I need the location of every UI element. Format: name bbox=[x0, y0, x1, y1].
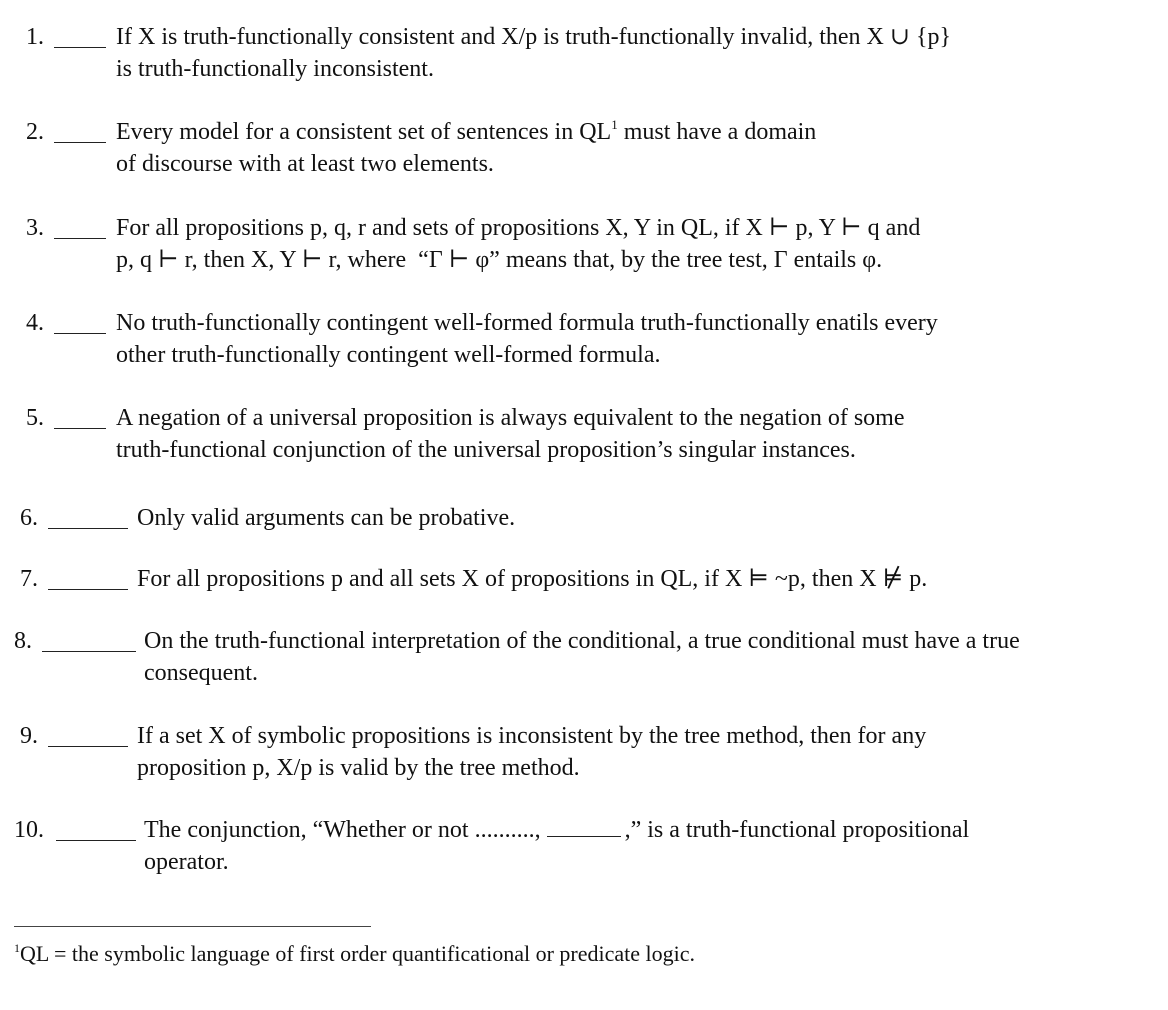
footnote-divider bbox=[14, 926, 371, 927]
item-text-line-1: The conjunction, “Whether or not .........., ,” is a truth-functional propositional bbox=[144, 814, 969, 846]
item-number: 2. bbox=[26, 119, 44, 145]
footnote-marker: 1 bbox=[14, 941, 20, 955]
item-text-line-2: consequent. bbox=[144, 660, 258, 686]
item-number: 9. bbox=[20, 723, 38, 749]
item-text-line-2: of discourse with at least two elements. bbox=[116, 151, 494, 177]
item-text-line-1: No truth-functionally contingent well-formed formula truth-functionally enatils every bbox=[116, 310, 938, 336]
ellipsis-dots: .........., bbox=[474, 817, 541, 843]
answer-blank[interactable] bbox=[54, 238, 106, 239]
item-number: 7. bbox=[20, 566, 38, 592]
answer-blank[interactable] bbox=[48, 589, 128, 590]
footnote-text: QL = the symbolic language of first order quantificational or predicate logic. bbox=[20, 941, 696, 966]
item-text-line-2: other truth-functionally contingent well-formed formula. bbox=[116, 342, 661, 368]
answer-blank[interactable] bbox=[42, 651, 136, 652]
answer-blank[interactable] bbox=[54, 47, 106, 48]
item-text-line-1: For all propositions p and all sets X of propositions in QL, if X ⊨ ~p, then X ⊭ p. bbox=[137, 566, 928, 592]
item-text-line-2: proposition p, X/p is valid by the tree method. bbox=[137, 755, 580, 781]
item-text-line-1: If X is truth-functionally consistent and X/p is truth-functionally invalid, then X ∪ {p} bbox=[116, 24, 952, 50]
item-number: 6. bbox=[20, 505, 38, 531]
answer-blank[interactable] bbox=[54, 333, 106, 334]
item-text-line-2: p, q ⊢ r, then X, Y ⊢ r, where “Γ ⊢ φ” means that, by the tree test, Γ entails φ. bbox=[116, 247, 883, 273]
item-number: 3. bbox=[26, 215, 44, 241]
footnote-ref: 1 bbox=[611, 117, 618, 132]
item-text-line-2: truth-functional conjunction of the universal proposition’s singular instances. bbox=[116, 437, 856, 463]
item-text-line-1: Every model for a consistent set of sentences in $QL^1$ must have a domain bbox=[116, 117, 817, 145]
item-text-line-1: On the truth-functional interpretation of the conditional, a true conditional must have a true bbox=[144, 628, 1020, 654]
inline-answer-blank[interactable] bbox=[547, 814, 621, 837]
answer-blank[interactable] bbox=[56, 840, 136, 841]
answer-blank[interactable] bbox=[48, 528, 128, 529]
item-text-line-1: If a set X of symbolic propositions is inconsistent by the tree method, then for any bbox=[137, 723, 927, 749]
item-number: 10. bbox=[14, 817, 44, 843]
item-number: 5. bbox=[26, 405, 44, 431]
item-text-line-2: operator. bbox=[144, 849, 229, 875]
answer-blank[interactable] bbox=[48, 746, 128, 747]
answer-blank[interactable] bbox=[54, 142, 106, 143]
item-text-line-2: is truth-functionally inconsistent. bbox=[116, 56, 434, 82]
answer-blank[interactable] bbox=[54, 428, 106, 429]
item-number: 1. bbox=[26, 24, 44, 50]
item-text-line-1: Only valid arguments can be probative. bbox=[137, 505, 516, 531]
footnote bbox=[14, 938, 695, 970]
item-number: 8. bbox=[14, 628, 32, 654]
item-number: 4. bbox=[26, 310, 44, 336]
item-text-line-1: A negation of a universal proposition is always equivalent to the negation of some bbox=[116, 405, 905, 431]
item-text-line-1: For all propositions p, q, r and sets of propositions X, Y in QL, if X ⊢ p, Y ⊢ q and bbox=[116, 215, 921, 241]
